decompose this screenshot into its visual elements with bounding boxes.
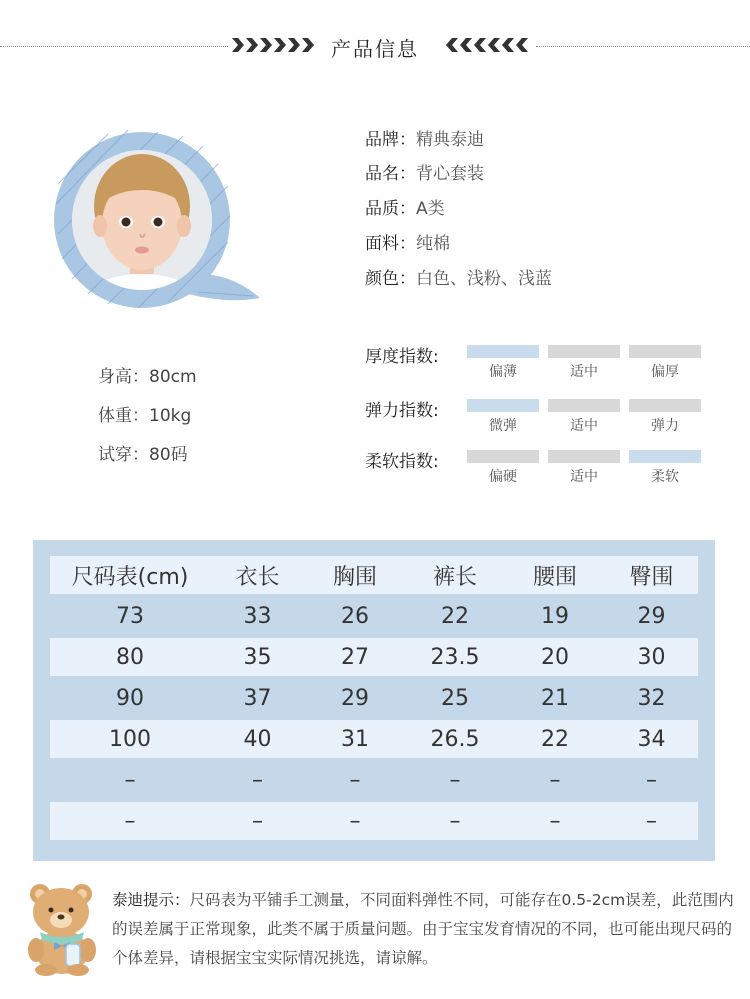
softness-bar-hard xyxy=(467,450,539,463)
col-header-size: 尺码表(cm) xyxy=(71,564,189,590)
softness-option-hard: 偏硬 xyxy=(489,469,517,485)
table-cell: 35 xyxy=(243,644,272,670)
model-tried-size xyxy=(98,440,188,465)
header-divider-right xyxy=(536,46,750,47)
info-quality-label: 品质： xyxy=(365,199,416,219)
info-name-label: 品名： xyxy=(365,164,416,184)
size-table xyxy=(50,556,698,843)
table-cell: 34 xyxy=(637,726,666,752)
softness-bar-medium xyxy=(548,450,620,463)
table-cell: – xyxy=(646,767,657,793)
header-divider-left xyxy=(0,46,228,47)
info-brand-label: 品牌： xyxy=(365,130,416,150)
info-fabric-label: 面料： xyxy=(365,234,416,254)
thickness-bar-thick xyxy=(629,345,701,358)
info-colors xyxy=(365,267,552,291)
table-cell: 22 xyxy=(441,603,469,629)
softness-option-soft: 柔软 xyxy=(651,469,679,485)
table-cell: 20 xyxy=(541,644,569,670)
table-cell: – xyxy=(124,808,136,834)
table-cell: 80 xyxy=(116,644,144,670)
info-fabric xyxy=(365,232,450,256)
model-height xyxy=(98,362,197,387)
table-cell: 100 xyxy=(109,726,151,752)
table-cell: 21 xyxy=(541,685,569,711)
table-cell: 90 xyxy=(116,685,144,711)
table-row xyxy=(50,802,698,840)
thickness-bar-medium xyxy=(548,345,620,358)
elasticity-bar-slight xyxy=(467,399,539,412)
table-row xyxy=(50,761,698,799)
col-header-hip: 臀围 xyxy=(629,564,674,590)
table-row xyxy=(50,720,698,758)
size-table-header xyxy=(50,556,698,594)
size-note xyxy=(112,886,742,973)
info-quality-value: A类 xyxy=(416,199,445,219)
table-cell: 33 xyxy=(243,603,272,629)
teddy-bear-icon xyxy=(20,880,106,976)
col-header-pants-length: 裤长 xyxy=(432,564,477,590)
model-weight xyxy=(98,401,191,426)
table-cell: – xyxy=(449,767,461,793)
softness-index-title: 柔软指数: xyxy=(365,452,439,472)
table-cell: 40 xyxy=(243,726,272,752)
table-cell: 29 xyxy=(341,685,369,711)
info-colors-value: 白色、浅粉、浅蓝 xyxy=(416,269,552,289)
table-cell: 27 xyxy=(341,644,369,670)
elasticity-index-title: 弹力指数: xyxy=(365,401,439,421)
thickness-option-medium: 适中 xyxy=(570,364,598,380)
table-cell: 29 xyxy=(637,603,666,629)
info-fabric-value: 纯棉 xyxy=(416,234,450,254)
thickness-option-thick: 偏厚 xyxy=(651,364,679,380)
table-cell: 26 xyxy=(341,603,369,629)
baby-avatar xyxy=(48,124,268,324)
table-cell: – xyxy=(549,767,561,793)
table-cell: – xyxy=(549,808,561,834)
elasticity-bar-medium xyxy=(548,399,620,412)
model-height-label: 身高： xyxy=(98,367,149,387)
elasticity-bar-high xyxy=(629,399,701,412)
info-brand-value: 精典泰迪 xyxy=(416,130,484,150)
table-cell: 32 xyxy=(637,685,666,711)
info-colors-label: 颜色： xyxy=(365,269,416,289)
info-quality xyxy=(365,197,445,221)
table-cell: – xyxy=(349,767,361,793)
table-cell: 25 xyxy=(441,685,469,711)
table-cell: 37 xyxy=(243,685,272,711)
col-header-chest: 胸围 xyxy=(332,564,377,590)
softness-bar-soft xyxy=(629,450,701,463)
size-note-text: 尺码表为平铺手工测量，不同面料弹性不同，可能存在0.5-2cm误差，此范围内的误差属于正常现象，此类不属于质量问题。由于宝宝发育情况的不同，也可能出现尺码的个体差异，请根据宝宝实际情况挑选，请谅解。 xyxy=(112,891,734,967)
model-tried-label: 试穿： xyxy=(98,445,149,465)
table-cell: – xyxy=(646,808,657,834)
col-header-waist: 腰围 xyxy=(532,564,577,590)
thickness-index-title: 厚度指数: xyxy=(365,347,439,367)
table-cell: – xyxy=(252,808,263,834)
thickness-option-thin: 偏薄 xyxy=(489,364,517,380)
table-cell: – xyxy=(349,808,361,834)
table-cell: 31 xyxy=(341,726,369,752)
info-brand xyxy=(365,128,484,152)
table-row xyxy=(50,679,698,717)
table-cell: 73 xyxy=(116,603,144,629)
table-cell: – xyxy=(449,808,461,834)
table-cell: 30 xyxy=(637,644,666,670)
page-title: 产品信息 xyxy=(331,37,419,61)
table-cell: 26.5 xyxy=(430,726,480,752)
chevrons-left-icon xyxy=(436,36,528,54)
table-cell: 22 xyxy=(541,726,569,752)
model-tried-value: 80码 xyxy=(149,445,188,465)
table-row xyxy=(50,597,698,635)
thickness-bar-thin xyxy=(467,345,539,358)
table-cell: 19 xyxy=(541,603,569,629)
model-weight-value: 10kg xyxy=(149,406,192,426)
elasticity-option-high: 弹力 xyxy=(651,418,679,434)
elasticity-option-medium: 适中 xyxy=(570,418,598,434)
elasticity-option-slight: 微弹 xyxy=(489,418,517,434)
size-note-title: 泰迪提示： xyxy=(112,891,190,909)
info-name xyxy=(365,162,484,186)
info-name-value: 背心套装 xyxy=(416,164,484,184)
table-row xyxy=(50,638,698,676)
table-cell: 23.5 xyxy=(430,644,480,670)
table-cell: – xyxy=(124,767,136,793)
col-header-length: 衣长 xyxy=(235,564,280,590)
model-weight-label: 体重： xyxy=(98,406,149,426)
softness-option-medium: 适中 xyxy=(570,469,598,485)
table-cell: – xyxy=(252,767,263,793)
model-height-value: 80cm xyxy=(149,367,197,387)
